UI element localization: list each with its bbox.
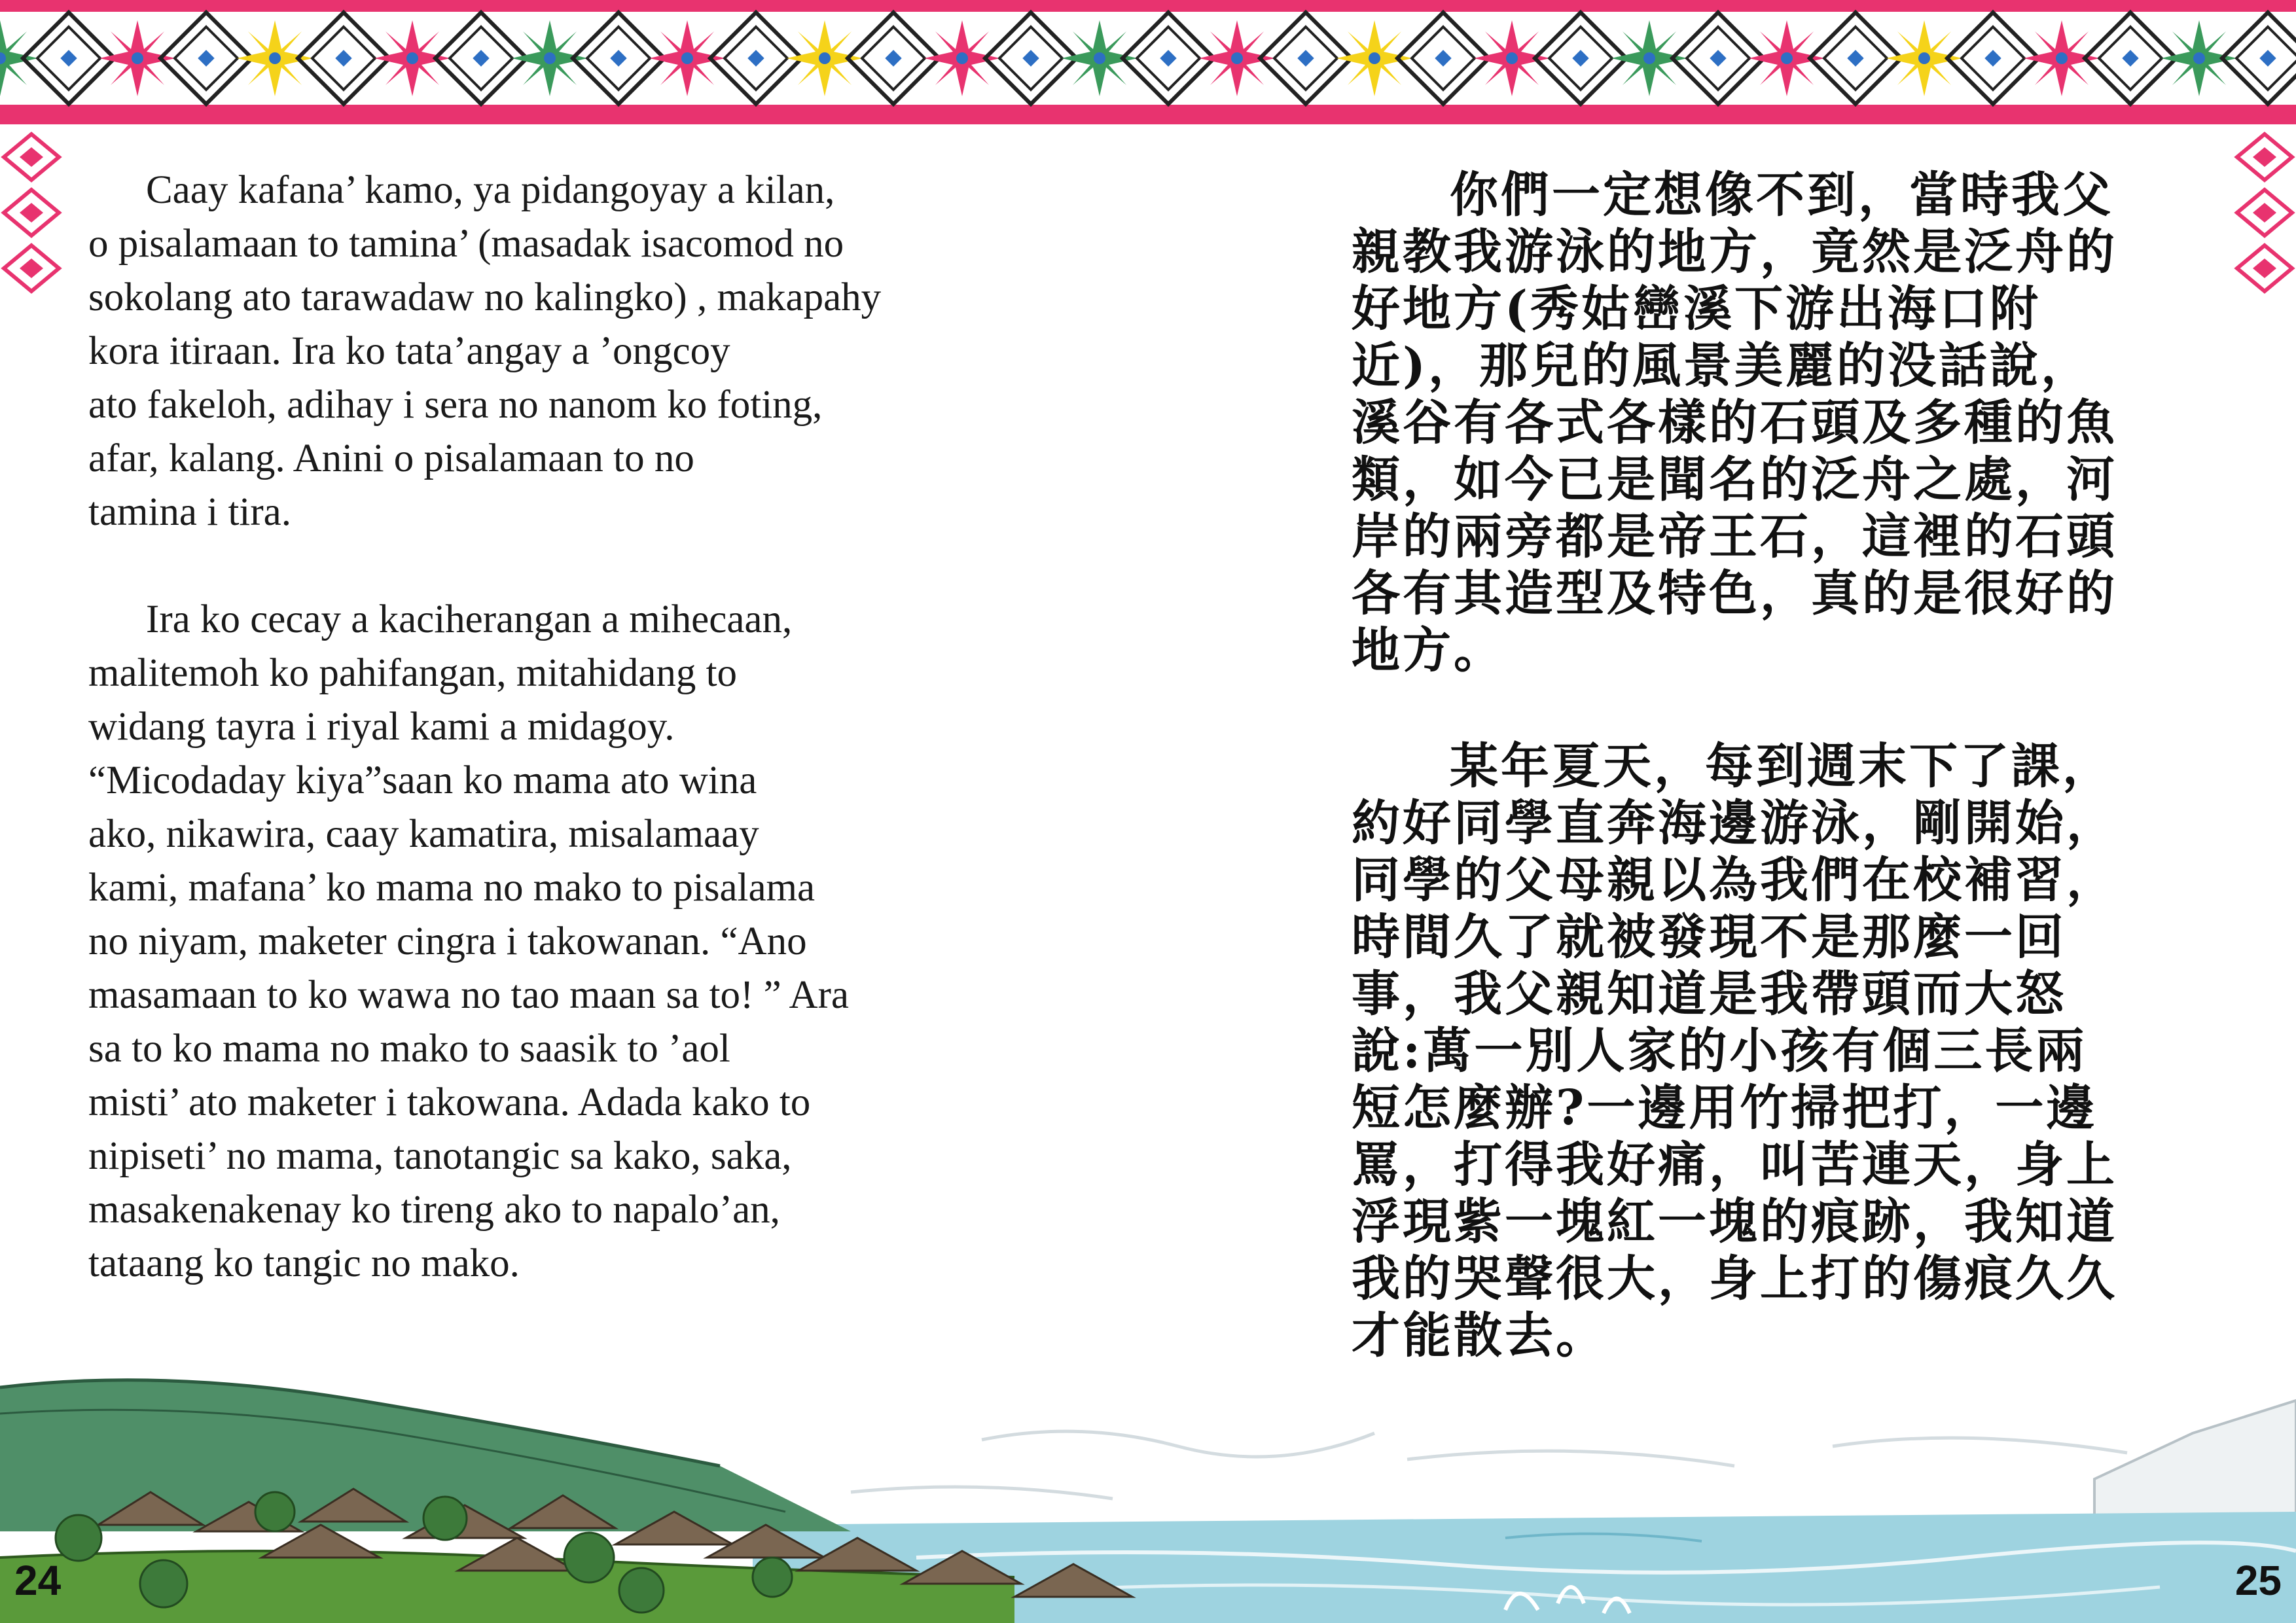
text-line: nipiseti’ no mama, tanotangic sa kako, saka, [88, 1134, 792, 1178]
page-number-right: 25 [2234, 1557, 2282, 1604]
text-line: 親教我游泳的地方，竟然是泛舟的 [1352, 224, 2117, 280]
border-star-center [819, 52, 831, 64]
chinese-paragraph-1 [1352, 167, 2215, 679]
text-line: 時間久了就被發現不是那麼一回 [1352, 909, 2066, 965]
text-line: malitemoh ko pahifangan, mitahidang to [88, 651, 738, 695]
text-line: 浮現紫一塊紅一塊的痕跡，我知道 [1352, 1194, 2117, 1250]
text-line: no niyam, maketer cingra i takowanan. “Ano [88, 919, 807, 963]
decorative-border-top [0, 0, 2296, 124]
border-star-center [1369, 52, 1380, 64]
border-star-center [2193, 52, 2205, 64]
text-line: tamina i tira. [88, 490, 291, 534]
chinese-paragraph-2 [1352, 738, 2215, 1364]
text-line: 地方。 [1352, 622, 1505, 679]
text-line: masamaan to ko wawa no tao maan sa to! ” Ara [88, 973, 849, 1017]
text-line: Ira ko cecay a kaciherangan a mihecaan, [146, 597, 793, 641]
text-line: 類，如今已是聞名的泛舟之處，河 [1352, 452, 2117, 508]
border-star-center [956, 52, 968, 64]
text-line: 你們一定想像不到，當時我父 [1450, 167, 2113, 223]
border-star-center [1231, 52, 1243, 64]
amis-paragraph-2 [88, 593, 1057, 1291]
village-seaside-illustration [0, 1361, 2296, 1623]
text-line: kami, mafana’ ko mama no mako to pisalama [88, 866, 816, 910]
border-star-center [1918, 52, 1930, 64]
text-line: 近)，那兒的風景美麗的没話說， [1352, 338, 2092, 394]
text-line: o pisalamaan to tamina’ (masadak isacomod no [88, 222, 844, 266]
text-line: kora itiraan. Ira ko tata’angay a ’ongcoy [88, 329, 730, 373]
text-line: 事，我父親知道是我帶頭而大怒 [1352, 966, 2066, 1022]
text-line: 溪谷有各式各樣的石頭及多種的魚 [1352, 395, 2117, 451]
text-line: Caay kafana’ kamo, ya pidangoyay a kilan, [146, 168, 835, 212]
text-line: 我的哭聲很大，身上打的傷痕久久 [1352, 1251, 2117, 1307]
text-line: afar, kalang. Anini o pisalamaan to no [88, 437, 694, 480]
text-line: 罵，打得我好痛，叫苦連天，身上 [1352, 1137, 2117, 1193]
text-line: 才能散去。 [1352, 1308, 1607, 1364]
text-line: 各有其造型及特色，真的是很好的 [1352, 565, 2117, 622]
border-star-center [1506, 52, 1518, 64]
left-page-text [88, 164, 1057, 1344]
border-star-center [1781, 52, 1793, 64]
border-star-center [1094, 52, 1105, 64]
right-page-text [1352, 167, 2215, 1423]
text-line: 約好同學直奔海邊游泳，剛開始， [1352, 795, 2117, 851]
text-line: “Micodaday kiya”saan ko mama ato wina [88, 758, 757, 802]
amis-paragraph-1 [88, 164, 1057, 539]
text-line: 某年夏天，每到週末下了課， [1450, 738, 2113, 794]
text-line: 短怎麼辦?一邊用竹掃把打，一邊 [1352, 1080, 2098, 1136]
border-star-center [544, 52, 556, 64]
border-star-center [269, 52, 281, 64]
left-diamond-ornaments [0, 128, 65, 304]
border-star-center [132, 52, 143, 64]
text-line: sa to ko mama no mako to saasik to ’aol [88, 1027, 730, 1071]
border-star-center [1643, 52, 1655, 64]
border-star-center [406, 52, 418, 64]
page-number-left: 24 [14, 1557, 62, 1604]
text-line: ato fakeloh, adihay i sera no nanom ko foting, [88, 383, 823, 427]
text-line: 好地方(秀姑巒溪下游出海口附 [1352, 281, 2041, 337]
border-star-center [681, 52, 693, 64]
text-line: 岸的兩旁都是帝王石，這裡的石頭 [1352, 508, 2117, 565]
text-line: tataang ko tangic no mako. [88, 1241, 520, 1285]
text-line: sokolang ato tarawadaw no kalingko) , makapahy [88, 276, 882, 319]
text-line: ako, nikawira, caay kamatira, misalamaay [88, 812, 759, 856]
text-line: widang tayra i riyal kami a midagoy. [88, 705, 675, 749]
text-line: masakenakenay ko tireng ako to napalo’an, [88, 1188, 780, 1232]
right-diamond-ornaments [2231, 128, 2296, 304]
text-line: 說:萬一別人家的小孩有個三長兩 [1352, 1023, 2087, 1079]
border-star-center [2056, 52, 2068, 64]
text-line: misti’ ato maketer i takowana. Adada kako to [88, 1080, 811, 1124]
text-line: 同學的父母親以為我們在校補習， [1352, 852, 2117, 908]
